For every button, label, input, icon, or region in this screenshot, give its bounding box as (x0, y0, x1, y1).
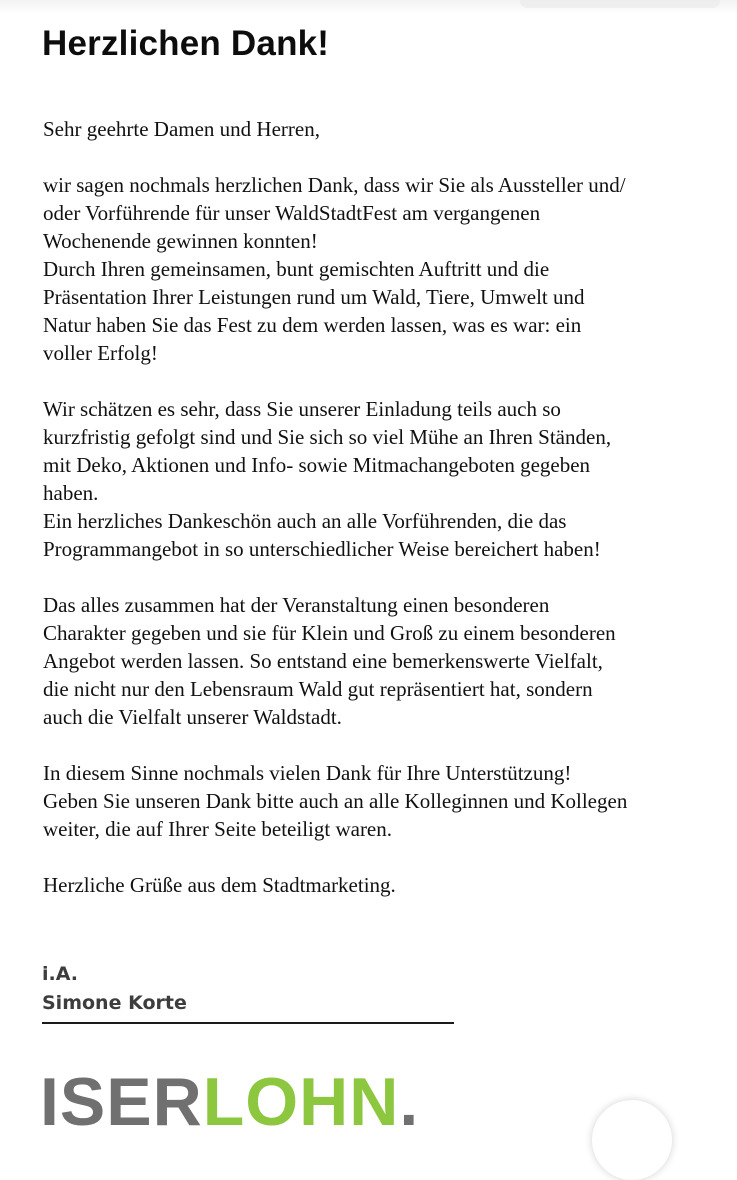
logo-part-gray: ISER (40, 1064, 203, 1140)
letter-paragraph: Wir schätzen es sehr, dass Sie unserer Einladung teils auch so kurzfristig gefolgt sind und Sie sich so viel Mühe an Ihren Ständen, mit Deko, Aktionen und Info- sowie Mitmachangeboten gegeben haben. Ein herzliches Dankeschön auch an alle Vorführenden, die das Programmangebot in so unterschiedlicher Weise bereichert haben! (43, 397, 612, 561)
letter-body (43, 115, 713, 927)
signature-divider (42, 1022, 454, 1024)
letter-paragraph: Das alles zusammen hat der Veranstaltung einen besonderen Charakter gegeben und sie für Klein und Groß zu einem besonderen Angebot werden lassen. So entstand eine bemerkenswerte Vielfalt, die nicht nur den Lebensraum Wald gut repräsentiert hat, sondern auch die Vielfalt unserer Waldstadt. (43, 593, 616, 729)
top-bar-handle (520, 0, 720, 8)
closing: Herzliche Grüße aus dem Stadtmarketing. (43, 873, 396, 897)
signature-block (42, 960, 187, 1018)
letter-paragraph: wir sagen nochmals herzlichen Dank, dass wir Sie als Aussteller und/ oder Vorführende für unser WaldStadtFest am vergangenen Wochenende gewinnen konnten! Durch Ihren gemeinsamen, bunt gemischten Auftritt und die Präsentation Ihrer Leistungen rund um Wald, Tiere, Umwelt und Natur haben Sie das Fest zu dem werden lassen, was es war: ein voller Erfolg! (43, 173, 626, 365)
signature-name: Simone Korte (42, 992, 187, 1014)
top-bar (0, 0, 737, 14)
page-title: Herzlichen Dank! (42, 24, 330, 63)
floating-action-button[interactable] (592, 1100, 672, 1180)
iserlohn-logo (40, 1062, 419, 1142)
letter-paragraph: In diesem Sinne nochmals vielen Dank für Ihre Unterstützung! Geben Sie unseren Dank bitte auch an alle Kolleginnen und Kollegen weiter, die auf Ihrer Seite beteiligt waren. (43, 761, 628, 841)
salutation: Sehr geehrte Damen und Herren, (43, 117, 320, 141)
signature-prefix: i.A. (42, 963, 79, 985)
logo-part-green: LOHN (202, 1064, 400, 1140)
logo-dot: . (399, 1064, 420, 1140)
